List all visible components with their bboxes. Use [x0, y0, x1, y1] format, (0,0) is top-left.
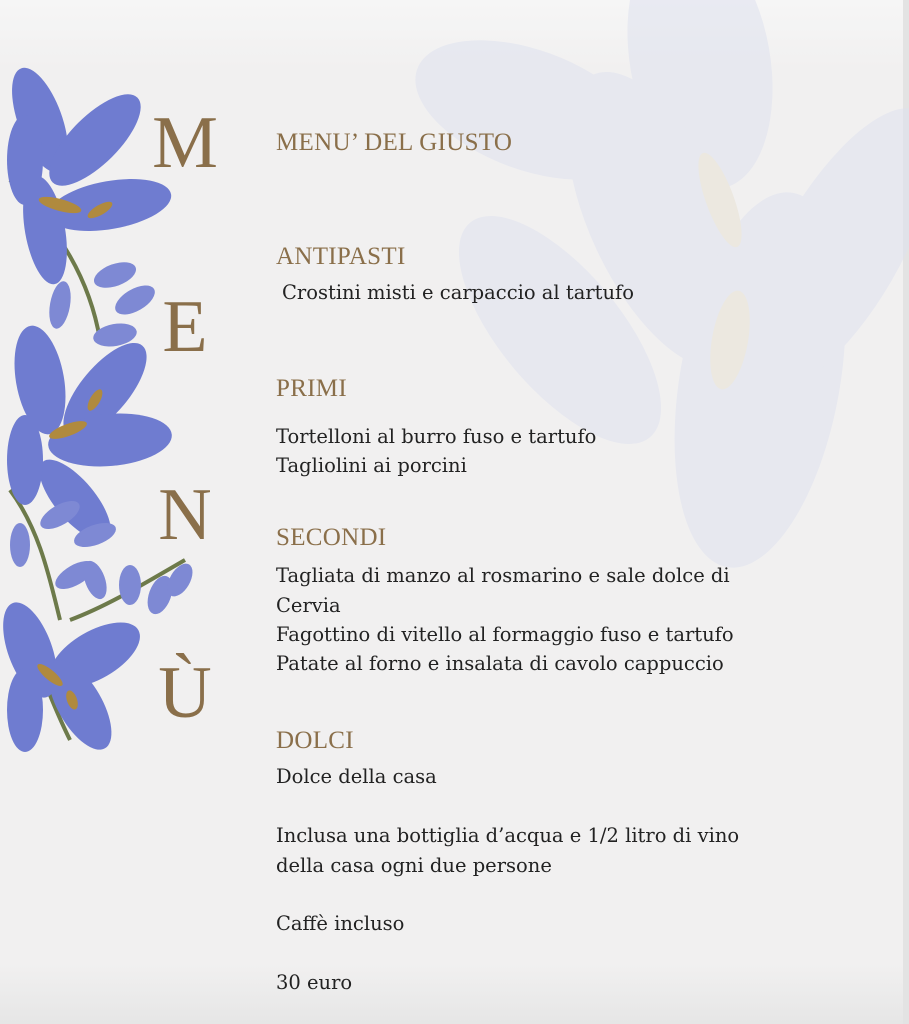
menu-letter-e: E: [162, 286, 208, 368]
menu-item: Tagliata di manzo al rosmarino e sale dolce di: [276, 564, 730, 587]
menu-item: Dolce della casa: [276, 765, 437, 788]
menu-item: Tortelloni al burro fuso e tartufo: [276, 425, 597, 448]
menu-item: Cervia: [276, 594, 341, 617]
menu-item: Patate al forno e insalata di cavolo cappuccio: [276, 652, 724, 675]
coffee-note: Caffè incluso: [276, 912, 405, 935]
menu-letter-u: Ù: [158, 652, 212, 734]
section-heading-secondi: SECONDI: [276, 524, 387, 551]
menu-title: MENU’ DEL GIUSTO: [276, 129, 513, 156]
menu-item: Crostini misti e carpaccio al tartufo: [282, 281, 634, 304]
section-heading-dolci: DOLCI: [276, 727, 354, 754]
section-heading-antipasti: ANTIPASTI: [276, 243, 406, 270]
menu-item: Fagottino di vitello al formaggio fuso e tartufo: [276, 623, 734, 646]
drinks-note: Inclusa una bottiglia d’acqua e 1/2 litro di vino: [276, 824, 740, 847]
menu-letter-n: N: [158, 474, 212, 556]
bottom-band: [0, 964, 909, 1024]
menu-letter-m: M: [152, 102, 218, 184]
menu-item: Tagliolini ai porcini: [276, 454, 467, 477]
price: 30 euro: [276, 971, 353, 994]
section-heading-primi: PRIMI: [276, 375, 347, 402]
drinks-note: della casa ogni due persone: [276, 854, 552, 877]
